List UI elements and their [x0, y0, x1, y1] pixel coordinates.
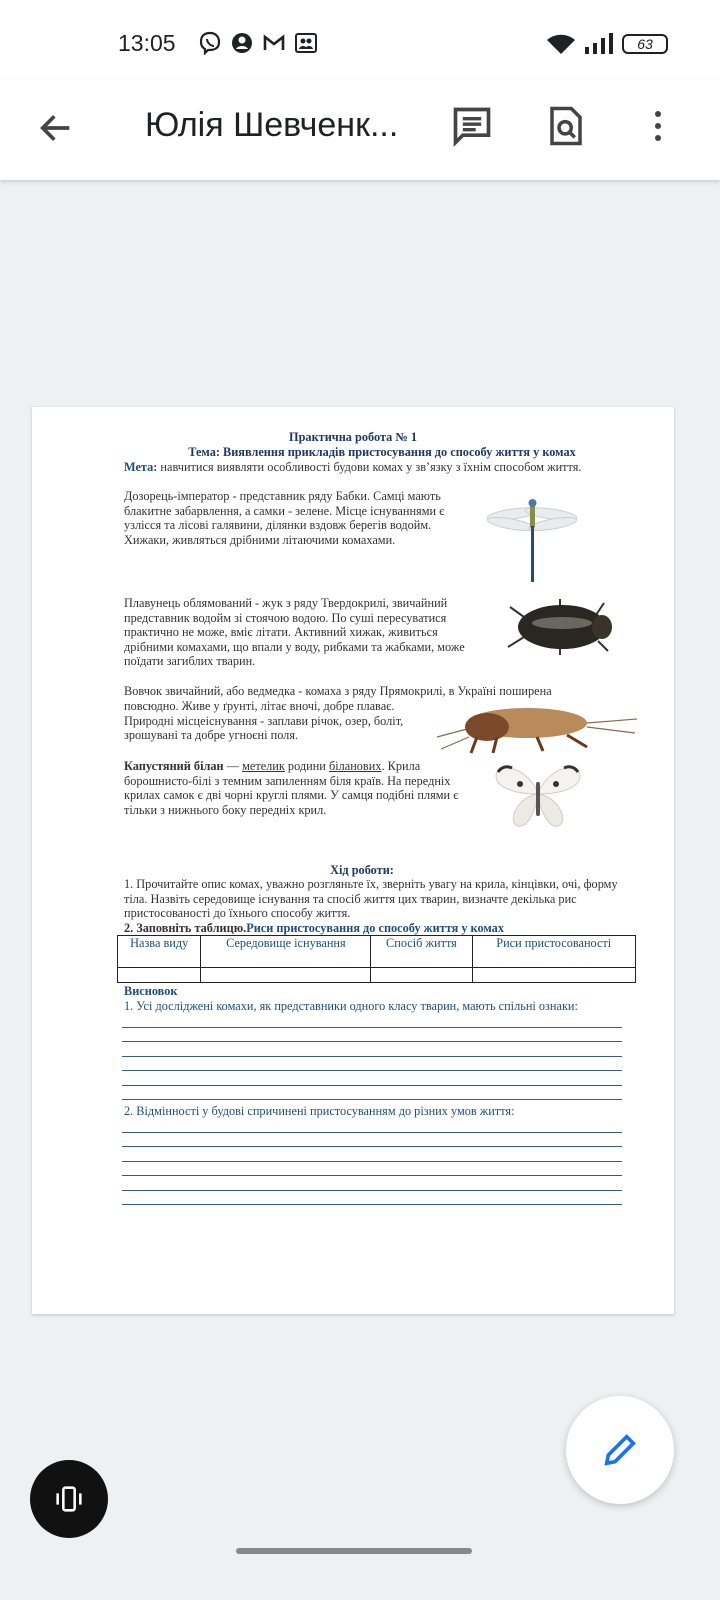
adaptation-table	[117, 935, 636, 983]
work-title: Хід роботи:	[330, 863, 394, 877]
clock: 13:05	[118, 30, 176, 56]
gesture-nav-bar[interactable]	[236, 1548, 472, 1554]
table-title: Риси пристосування до способу життя у комах	[246, 921, 504, 935]
comment-icon[interactable]	[450, 104, 494, 148]
app-bar	[0, 80, 720, 180]
link-metelyk[interactable]: метелик	[242, 759, 285, 773]
battery-indicator: 63	[622, 34, 668, 54]
more-options-icon[interactable]	[640, 104, 676, 148]
viber-icon	[198, 31, 222, 55]
screen-rotation-icon	[52, 1482, 86, 1516]
doc-heading: Практична робота № 1	[289, 430, 417, 444]
dragonfly-image	[487, 492, 577, 584]
table-header: Назва виду	[118, 936, 201, 968]
rotate-screen-button[interactable]	[30, 1460, 108, 1538]
signal-icon	[584, 33, 614, 55]
table-row	[118, 968, 636, 983]
wifi-icon	[546, 32, 576, 56]
find-in-document-icon[interactable]	[545, 104, 587, 148]
answer-lines-1	[122, 1013, 622, 1100]
step-1: 1. Прочитайте опис комах, уважно розгляньте їх, зверніть увагу на крила, кінцівки, очі, форму тіла. Назвіть середовище існування та спосіб життя цих тварин, визначте декілька рис пристосованості до їхнього способу життя.	[124, 877, 618, 921]
link-bilanovykh[interactable]: біланових	[328, 759, 382, 773]
contacts-icon	[294, 31, 318, 55]
back-arrow-icon[interactable]	[36, 108, 76, 148]
conclusion-2: 2. Відмінності у будові спричинені пристосуванням до різних умов життя:	[124, 1104, 515, 1118]
paragraph-dragonfly: Дозорець-імператор - представник ряду Бабки. Самці мають блакитне забарвлення, а самки - зелене. Місце існуваннями є узлісся та лісові галявини, ділянки вздовж берегів водойм. Хижаки, живляться дрібними літаючими комахами.	[124, 489, 445, 547]
conclusion-title: Висновок	[124, 984, 178, 998]
mole-cricket-image	[437, 697, 637, 757]
table-header: Середовище існування	[201, 936, 371, 968]
document-page: Практична робота № 1 Тема: Виявлення прикладів пристосування до способу життя у комах Мета: навчитися виявляти особливості будови комах у зв’язку з їхнім способом життя. Дозорець-імператор - представник ряду Бабки. Самці мають блакитне забарвлення, а самки - зелене. Місце існуваннями є узлісся та лісові галявини, ділянки вздовж берегів водойм. Хижаки, живляться дрібними літаючими комахами. Плавунець облямований - жук з ряду Твердокрилі, звичайний представник водойм зі стоячою водою. По суші пересуватися практично не може, вміє літати. Активний хижак, живиться дрібними комахами, що впали у воду, рибками та жабками, може поїдати загиблих тварин. Вовчок звичайний, або ведмедка - комаха з ряду Прямокрилі, в Україні поширена повсюдно. Живе у ґрунті, літає вночі, добре плаває. Природні місцеіснування - заплави річок, озер, боліт, зрошувані та добре угноєні поля. Капустяний білан — метелик родини біланових. Крила борошнисто-білі з темним запиленням біля країв. На передніх крилах самок є дві чорні круглі плями. У самця подібні плями є тільки з нижнього боку передніх крил. Хід роботи: 1. Прочитайте опис комах, уважно розгляньте їх, зверніть увагу на крила, кінцівки, очі, форму тіла. Назвіть середовище існування та спосіб життя цих тварин, визначте декілька рис пристосованості до їхнього способу життя. 2. Заповніть таблицю.Риси пристосування до способу життя у комах Назва виду Середовище існування Спосіб життя Риси пристосованості Висновок 1. Усі досліджені комахи, як представники одного класу тварин, мають спільні ознаки: 2. Відмінності у будові спричинені пристосуванням до різних умов життя:	[32, 407, 674, 1314]
account-icon	[230, 31, 254, 55]
pencil-icon	[600, 1430, 640, 1470]
doc-topic: Тема: Виявлення прикладів пристосування до способу життя у комах	[188, 445, 576, 459]
document-title: Юлія Шевченк...	[145, 106, 399, 144]
conclusion-1: 1. Усі досліджені комахи, як представники одного класу тварин, мають спільні ознаки:	[124, 999, 578, 1013]
paragraph-mole-cricket-1: Вовчок звичайний, або ведмедка - комаха з ряду Прямокрилі, в Україні поширена	[124, 684, 552, 698]
status-bar	[0, 0, 720, 80]
cabbage-white-butterfly-image	[492, 762, 584, 832]
goal-label: Мета:	[124, 460, 158, 474]
beetle-image	[500, 597, 622, 657]
table-header: Риси пристосованості	[472, 936, 635, 968]
goal-text: навчитися виявляти особливості будови комах у зв’язку з їхнім способом життя.	[157, 460, 582, 474]
gmail-icon	[262, 31, 286, 55]
paragraph-butterfly: Капустяний білан — метелик родини біланових. Крила борошнисто-білі з темним запиленням біля країв. На передніх крилах самок є дві чорні круглі плями. У самця подібні плями є тільки з нижнього боку передніх крил.	[124, 759, 459, 817]
edit-button[interactable]	[566, 1396, 674, 1504]
table-header: Спосіб життя	[371, 936, 472, 968]
paragraph-mole-cricket-2: повсюдно. Живе у ґрунті, літає вночі, добре плаває. Природні місцеіснування - заплави річок, озер, боліт, зрошувані та добре угноєні поля.	[124, 699, 404, 743]
answer-lines-2	[122, 1118, 622, 1205]
paragraph-beetle: Плавунець облямований - жук з ряду Твердокрилі, звичайний представник водойм зі стоячою водою. По суші пересуватися практично не може, вміє літати. Активний хижак, живиться дрібними комахами, що впали у воду, рибками та жабками, може поїдати загиблих тварин.	[124, 596, 465, 669]
